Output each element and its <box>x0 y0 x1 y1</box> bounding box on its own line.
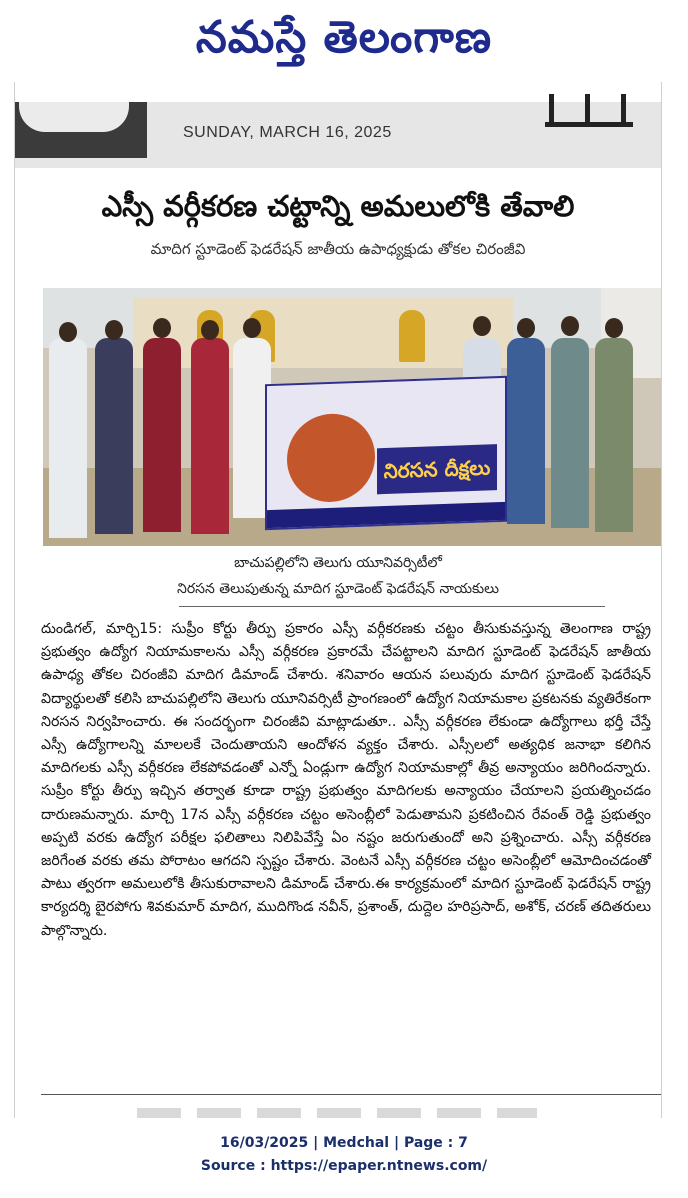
next-article-fragment <box>137 1108 537 1118</box>
article-body <box>41 618 651 943</box>
protester <box>49 338 87 538</box>
protester <box>143 338 181 532</box>
caption-divider <box>179 606 605 607</box>
masthead-fragment-mark <box>545 94 633 127</box>
article-photo <box>43 288 661 546</box>
article-body-text: దుండిగల్, మార్చి15: సుప్రీం కోర్టు తీర్పు ప్రకారం ఎస్సీ వర్గీకరణకు చట్టం తీసుకువస్తున్న తెలంగాణ రాష్ట్ర ప్రభుత్వం ఉద్యోగ నియామకాలను ఎస్సీ వర్గీకరణ ప్రకారమే చేపట్టాలని మాదిగ స్టూడెంట్ ఫెడరేషన్ జాతీయ ఉపాధ్య తోకల చిరంజీవి మాదిగ డిమాండ్ చేశారు. శనివారం ఆయన పలువురు మాదిగ స్టూడెంట్ ఫెడరేషన్ విద్యార్థులతో కలిసి బాచుపల్లిలోని తెలుగు యూనివర్సిటీ ప్రాంగణంలో ఉద్యోగ నియామకాల ప్రకటనకు వ్యతిరేకంగా నిరసన నిర్వహించారు. ఈ సందర్భంగా చిరంజీవి మాట్లాడుతూ.. ఎస్సీ వర్గీకరణ లేకుండా ఉద్యోగాలు భర్తీ చేస్తే ఎస్సీ ఉద్యోగాలన్ని మాలలకే చెందుతాయని ఆందోళన వ్యక్తం చేశారు. ఎస్సీలలో అత్యధిక జనాభా కలిగిన మాదిగలకు ఎస్సీ వర్గీకరణ లేకపోవడంతో ఎన్నో ఏండ్లుగా ఉద్యోగ నియామకాల్లో తీవ్ర అన్యాయం జరిగిందన్నారు. సుప్రీం కోర్టు తీర్పు ఇచ్చిన తర్వాత కూడా రాష్ట్ర ప్రభుత్వం మాదిగలకు అన్యాయం చేయాలని ప్రయత్నించడం దారుణమన్నారు. మార్చి 17న ఎస్సీ వర్గీకరణ చట్టం అసెంబ్లీలో పెడుతామని ప్రకటించిన రేవంత్ రెడ్డి ప్రభుత్వం అప్పటి వరకు ఉద్యోగ పరీక్షల ఫలితాలు నిలిపివేస్తే ఏం నష్టం జరుగుతుందో అని ప్రశ్నించారు. ఎస్సీ వర్గీకరణ జరిగేంత వరకు తమ పోరాటం ఆగదని స్పష్టం చేశారు. వెంటనే ఎస్సీ వర్గీకరణ చట్టం అసెంబ్లీలో ఆమోదించడంతో పాటు త్వరగా అమలులోకి తీసుకురావాలని డిమాండ్ చేశారు.ఈ కార్యక్రమంలో మాదిగ స్టూడెంట్ ఫెడరేషన్ రాష్ట్ర కార్యదర్శి బైరపోగు శివకుమార్ మాదిగ, ముదిగొండ నవీన్, ప్రశాంత్, దుద్దెల హరిప్రసాద్, అశోక్, చరణ్ తదితరులు పాల్గొన్నారు. <box>41 621 651 939</box>
edition-date: SUNDAY, MARCH 16, 2025 <box>183 124 392 141</box>
protester <box>551 338 589 528</box>
banner-slogan: నిరసన దీక్షలు <box>377 444 497 494</box>
protester <box>191 338 229 534</box>
article-subheadline: మాదిగ స్టూడెంట్ ఫెడరేషన్ జాతీయ ఉపాధ్యక్షుడు తోకల చిరంజీవి <box>150 240 526 258</box>
photo-caption-line-2: నిరసన తెలుపుతున్న మాదిగ స్టూడెంట్ ఫెడరేషన్ నాయకులు <box>177 581 499 597</box>
photo-caption <box>15 550 661 602</box>
masthead-logo: నమస్తే తెలంగాణ <box>195 12 493 63</box>
footer-date-edition-page: 16/03/2025 | Medchal | Page : 7 <box>220 1135 468 1151</box>
newspaper-clipping <box>14 82 662 1118</box>
clipping-footer <box>0 1132 688 1178</box>
article-headline: ఎస్సీ వర్గీకరణ చట్టాన్ని అమలులోకి తేవాలి <box>101 189 575 223</box>
masthead-fragment <box>15 102 147 158</box>
protest-banner <box>265 376 507 530</box>
protester <box>595 338 633 532</box>
statue <box>399 310 425 362</box>
banner-portrait <box>287 412 375 503</box>
protester <box>507 338 545 524</box>
page-header-strip <box>15 102 661 168</box>
photo-caption-line-1: బాచుపల్లిలోని తెలుగు యూనివర్సిటీలో <box>234 555 442 571</box>
footer-source: Source : https://epaper.ntnews.com/ <box>200 1158 488 1174</box>
article-end-divider <box>41 1094 661 1095</box>
protester <box>95 338 133 534</box>
